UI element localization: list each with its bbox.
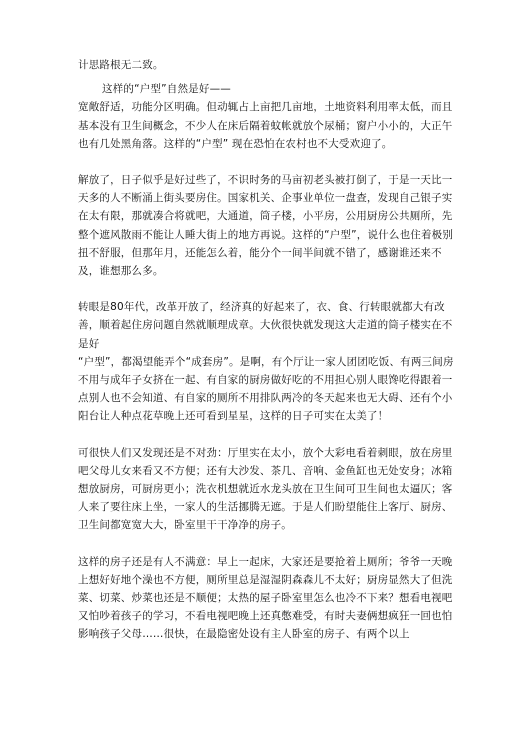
spacer [78, 535, 457, 553]
paragraph-80s-b: “户型”，都渴望能弄个“成套房”。是啊，有个厅让一家人团团吃饭、有两三间房不用与成年子女挤在一起、有自家的厨房做好吃的不用担心别人眼馋吃得跟着一点别人也不会知道、有自家的厕所不用排队两冷的冬天起来也无大碍、还有个小阳台让人种点花草晚上还可看到星星，这样的日子可实在太美了！ [78, 355, 454, 423]
paragraph-intro: 计思路根无二致。 [78, 59, 164, 71]
spacer [78, 426, 457, 444]
paragraph-dissatisfaction: 这样的房子还是有人不满意：早上一起床，大家还是要抢着上厕所；爷爷一天晚上想好好地个澡也不方便，厕所里总是湿湿阴森森儿不太好；厨房显然大了但洗菜、切菜、炒菜也还是不顺便；太热的屋子卧室里怎么也冷不下来？想看电视吧又怕吵着孩子的学习，不看电视吧晚上还真憋难受，有时夫妻俩想疯狂一回也怕影响孩子父母……很快，在最隐密处设有主人卧室的房子、有两个以上 [78, 555, 453, 641]
paragraph-80s-a: 转眼是80年代，改革开放了，经济真的好起来了，衣、食、行转眼就都大有改善，顺着起住房问题自然就顺理成章。大伙很快就发现这大走道的筒子楼实在不是好 [78, 301, 453, 350]
paragraph-heading: 这样的“户型”自然是好—— [102, 83, 231, 96]
paragraph-liberation: 解放了，日子似乎是好过些了，不识时务的马亩初老头被打倒了，于是一天比一天多的人不断涌上街头要房住。国家机关、企事业单位一盘查，发现自己银子实在太有限，那就凑合将就吧，大通道，筒子楼，小平房，公用厨房公共厕所，先整个遮风散雨不能让人睡大街上的地方再说。这样的“户型”，说什么也住着极别扭不舒服，但那年月，还能怎么着，能分个一间半间就不错了，感谢谁还来不及，谁想那么多。 [78, 174, 454, 278]
spacer [78, 280, 457, 298]
paragraph-layout-description: 宽敞舒适，功能分区明确。但动辄占上亩把几亩地，土地资料利用率太低，而且基本没有卫生间概念，不少人在床后隔着蚊帐就放个尿桶；窗户小小的，大正午也有几处黑角落。这样的“户型” 现在恐怕在农村也不大受欢迎了。 [78, 101, 453, 150]
paragraph-small-rooms: 可很快人们又发现还是不对劲：厅里实在太小，放个大彩电看着刺眼，放在房里吧父母儿女来看又不方便；还有大沙发、茶几、音响、金鱼缸也无处安身；冰箱想放厨房，可厨房更小；洗衣机想就近水龙头放在卫生间可卫生间也太逼仄；客人来了要往床上坐，一家人的生活挪腾无遮。于是人们盼望能住上客厅、厨房、卫生间都宽宽大大，卧室里干干净净的房子。 [78, 446, 453, 532]
spacer [78, 153, 457, 171]
